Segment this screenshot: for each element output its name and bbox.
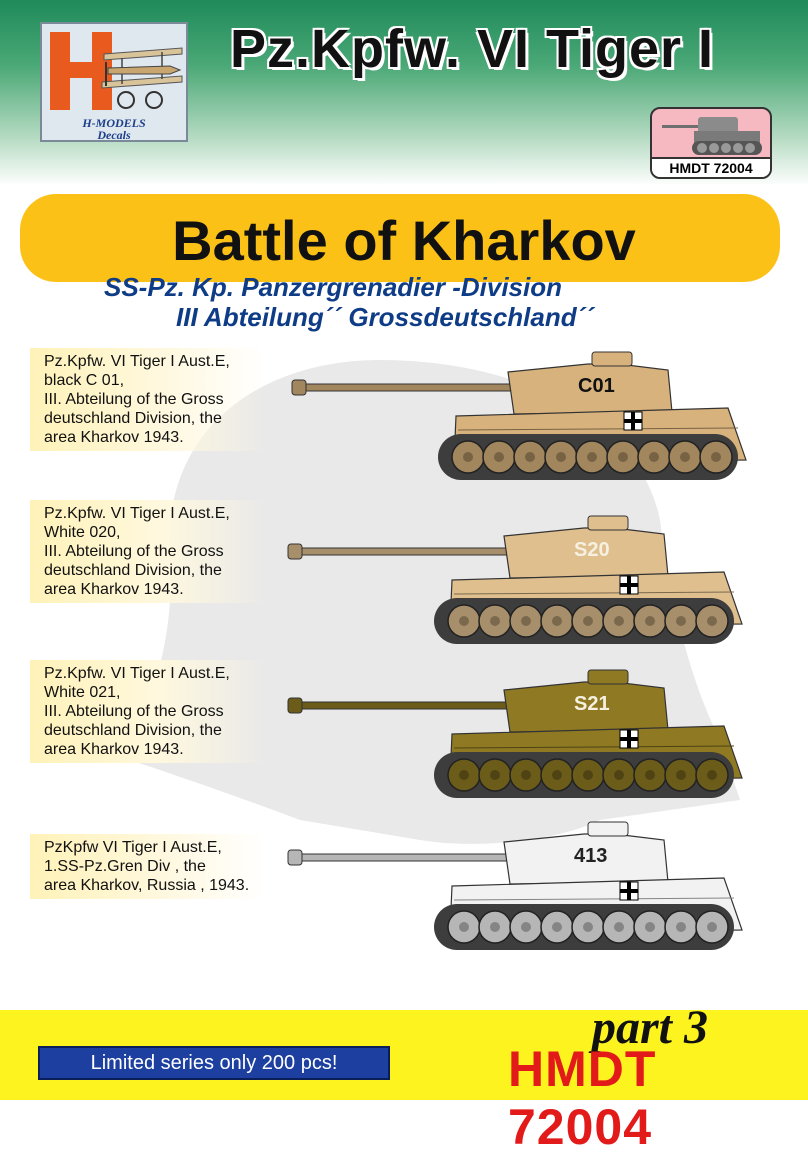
tank-profile-4	[284, 820, 754, 950]
banner-subtitle-line1: SS-Pz. Kp. Panzergrenadier -Division	[104, 272, 562, 302]
variant-2-line-5: area Kharkov 1943.	[44, 581, 184, 598]
logo-brand-text: H-MODELS	[82, 116, 146, 130]
svg-text:S21: S21	[574, 693, 610, 715]
variant-1-line-4: deutschland Division, the	[44, 410, 222, 427]
product-code: HMDT 72004	[508, 1041, 657, 1155]
svg-text:413: 413	[574, 845, 608, 867]
variant-2-line-1: Pz.Kpfw. VI Tiger I Aust.E,	[44, 505, 230, 522]
variant-4-caption	[30, 834, 266, 899]
part-label: part 3	[592, 1001, 709, 1054]
variant-2-caption	[30, 500, 266, 603]
variant-3-line-5: area Kharkov 1943.	[44, 741, 184, 758]
banner-subtitle-line2: III Abteilung´´ Grossdeutschland´´	[176, 302, 594, 332]
variant-4-line-3: area Kharkov, Russia , 1943.	[44, 877, 250, 894]
variant-3-line-4: deutschland Division, the	[44, 722, 222, 739]
svg-text:S20: S20	[574, 539, 610, 561]
tank-profile-3	[284, 668, 754, 798]
variant-4-line-2: 1.SS-Pz.Gren Div , the	[44, 858, 206, 875]
tank-profile-1	[288, 350, 758, 480]
variant-3-line-1: Pz.Kpfw. VI Tiger I Aust.E,	[44, 665, 230, 682]
variant-1-caption	[30, 348, 266, 451]
variant-3-line-2: White 021,	[44, 684, 121, 701]
variant-3-caption	[30, 660, 266, 763]
variant-4-line-1: PzKpfw VI Tiger I Aust.E,	[44, 839, 222, 856]
variant-2-line-4: deutschland Division, the	[44, 562, 222, 579]
limited-series-badge: Limited series only 200 pcs!	[38, 1046, 390, 1080]
page-title: Pz.Kpfw. VI Tiger I	[230, 19, 715, 79]
svg-text:C01: C01	[578, 375, 615, 397]
variant-2-line-3: III. Abteilung of the Gross	[44, 543, 224, 560]
variant-1-line-3: III. Abteilung of the Gross	[44, 391, 224, 408]
banner-title: Battle of Kharkov	[172, 209, 636, 272]
tank-profile-2	[284, 514, 754, 644]
variant-3-line-3: III. Abteilung of the Gross	[44, 703, 224, 720]
variant-1-line-2: black C 01,	[44, 372, 125, 389]
variant-1-line-1: Pz.Kpfw. VI Tiger I Aust.E,	[44, 353, 230, 370]
logo-decals-text: Decals	[97, 128, 131, 142]
variant-2-line-2: White 020,	[44, 524, 121, 541]
variant-1-line-5: area Kharkov 1943.	[44, 429, 184, 446]
thumbnail-code-label: HMDT 72004	[652, 157, 770, 177]
